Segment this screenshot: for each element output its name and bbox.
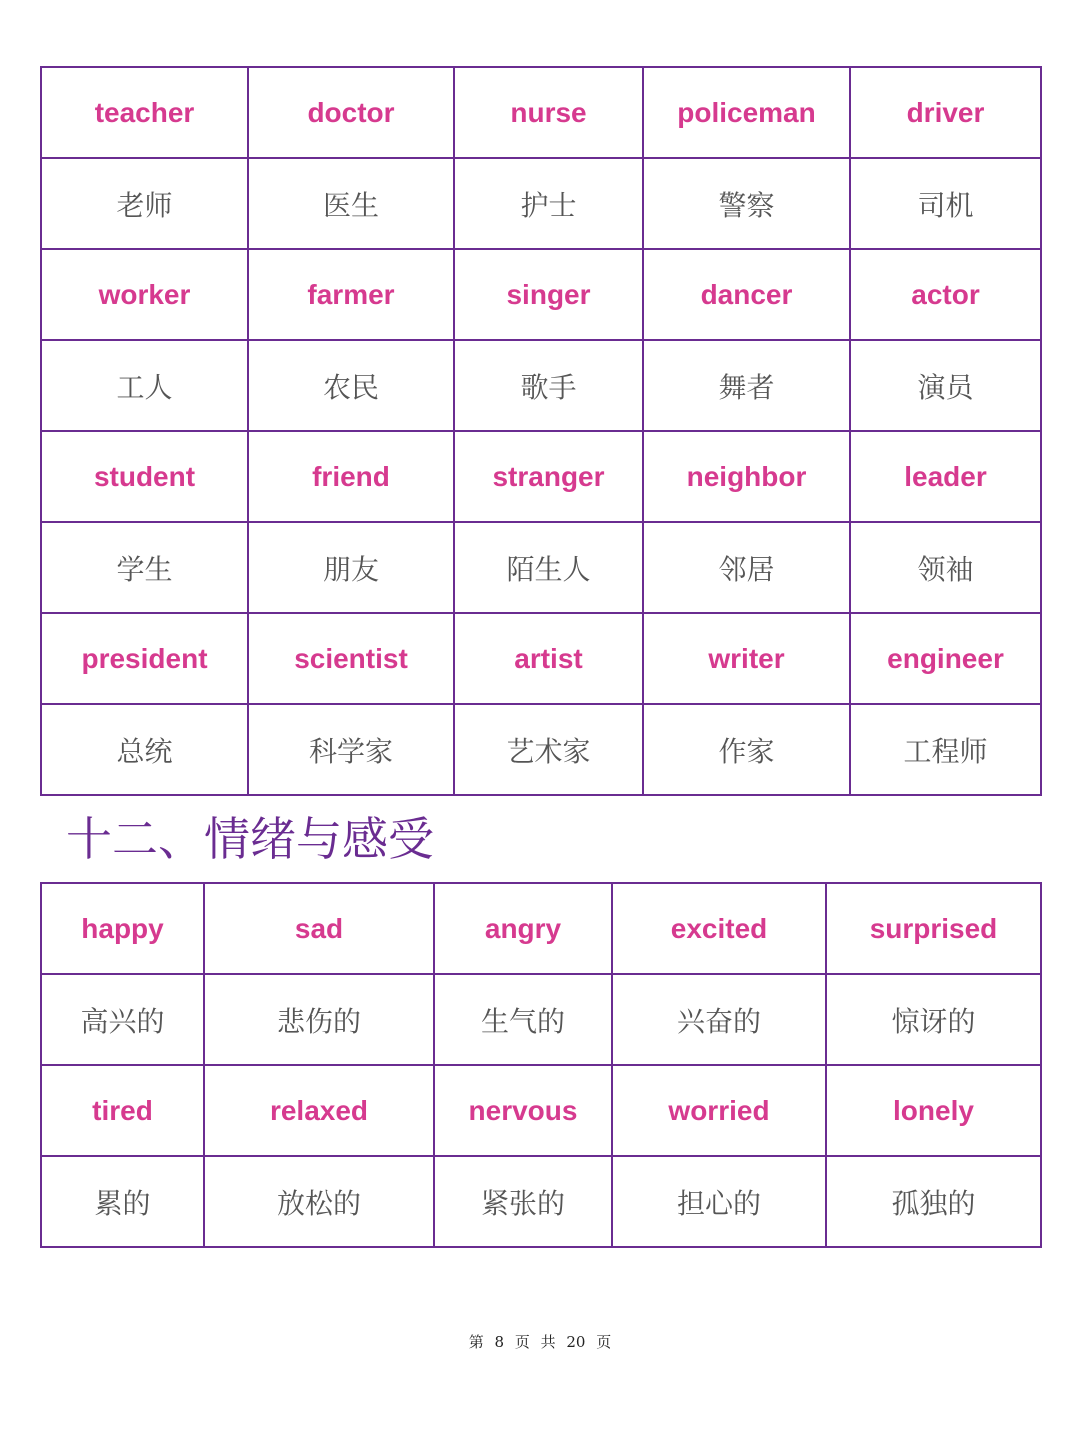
occupations-vocab-table [40, 66, 1042, 796]
chinese-word-row [41, 522, 1041, 613]
emotions-table-body [41, 883, 1041, 1247]
english-word-cell: happy [41, 883, 204, 974]
english-word-cell: singer [454, 249, 643, 340]
english-word-row [41, 613, 1041, 704]
chinese-meaning-cell: 学生 [41, 522, 248, 613]
english-word-cell: driver [850, 67, 1041, 158]
chinese-meaning-cell: 护士 [454, 158, 643, 249]
chinese-word-row [41, 974, 1041, 1065]
chinese-meaning-cell: 舞者 [643, 340, 850, 431]
emotions-vocab-table [40, 882, 1042, 1248]
chinese-meaning-cell: 兴奋的 [612, 974, 826, 1065]
occupations-table-body [41, 67, 1041, 795]
english-word-cell: president [41, 613, 248, 704]
chinese-meaning-cell: 紧张的 [434, 1156, 612, 1247]
page-footer: 第 8 页 共 20 页 [468, 1333, 612, 1351]
chinese-meaning-cell: 领袖 [850, 522, 1041, 613]
chinese-meaning-cell: 工人 [41, 340, 248, 431]
english-word-cell: stranger [454, 431, 643, 522]
chinese-meaning-cell: 歌手 [454, 340, 643, 431]
chinese-meaning-cell: 农民 [248, 340, 454, 431]
english-word-cell: doctor [248, 67, 454, 158]
english-word-cell: leader [850, 431, 1041, 522]
chinese-word-row [41, 1156, 1041, 1247]
section-title: 十二、情绪与感受 [66, 812, 434, 866]
english-word-row [41, 67, 1041, 158]
chinese-meaning-cell: 总统 [41, 704, 248, 795]
english-word-cell: actor [850, 249, 1041, 340]
english-word-row [41, 249, 1041, 340]
english-word-cell: sad [204, 883, 434, 974]
english-word-cell: policeman [643, 67, 850, 158]
english-word-cell: tired [41, 1065, 204, 1156]
english-word-cell: dancer [643, 249, 850, 340]
english-word-row [41, 883, 1041, 974]
chinese-word-row [41, 340, 1041, 431]
chinese-word-row [41, 158, 1041, 249]
chinese-word-row [41, 704, 1041, 795]
chinese-meaning-cell: 邻居 [643, 522, 850, 613]
english-word-cell: worker [41, 249, 248, 340]
chinese-meaning-cell: 朋友 [248, 522, 454, 613]
english-word-cell: angry [434, 883, 612, 974]
english-word-cell: nervous [434, 1065, 612, 1156]
english-word-cell: artist [454, 613, 643, 704]
chinese-meaning-cell: 科学家 [248, 704, 454, 795]
chinese-meaning-cell: 作家 [643, 704, 850, 795]
english-word-cell: writer [643, 613, 850, 704]
english-word-cell: teacher [41, 67, 248, 158]
chinese-meaning-cell: 悲伤的 [204, 974, 434, 1065]
english-word-cell: relaxed [204, 1065, 434, 1156]
chinese-meaning-cell: 老师 [41, 158, 248, 249]
chinese-meaning-cell: 放松的 [204, 1156, 434, 1247]
english-word-cell: nurse [454, 67, 643, 158]
chinese-meaning-cell: 累的 [41, 1156, 204, 1247]
chinese-meaning-cell: 高兴的 [41, 974, 204, 1065]
english-word-cell: farmer [248, 249, 454, 340]
english-word-cell: excited [612, 883, 826, 974]
english-word-cell: surprised [826, 883, 1041, 974]
chinese-meaning-cell: 医生 [248, 158, 454, 249]
chinese-meaning-cell: 演员 [850, 340, 1041, 431]
english-word-cell: lonely [826, 1065, 1041, 1156]
english-word-cell: scientist [248, 613, 454, 704]
chinese-meaning-cell: 艺术家 [454, 704, 643, 795]
english-word-cell: neighbor [643, 431, 850, 522]
chinese-meaning-cell: 警察 [643, 158, 850, 249]
english-word-cell: student [41, 431, 248, 522]
english-word-cell: friend [248, 431, 454, 522]
english-word-row [41, 1065, 1041, 1156]
chinese-meaning-cell: 生气的 [434, 974, 612, 1065]
chinese-meaning-cell: 惊讶的 [826, 974, 1041, 1065]
chinese-meaning-cell: 司机 [850, 158, 1041, 249]
chinese-meaning-cell: 工程师 [850, 704, 1041, 795]
chinese-meaning-cell: 孤独的 [826, 1156, 1041, 1247]
chinese-meaning-cell: 陌生人 [454, 522, 643, 613]
chinese-meaning-cell: 担心的 [612, 1156, 826, 1247]
english-word-cell: worried [612, 1065, 826, 1156]
english-word-row [41, 431, 1041, 522]
english-word-cell: engineer [850, 613, 1041, 704]
